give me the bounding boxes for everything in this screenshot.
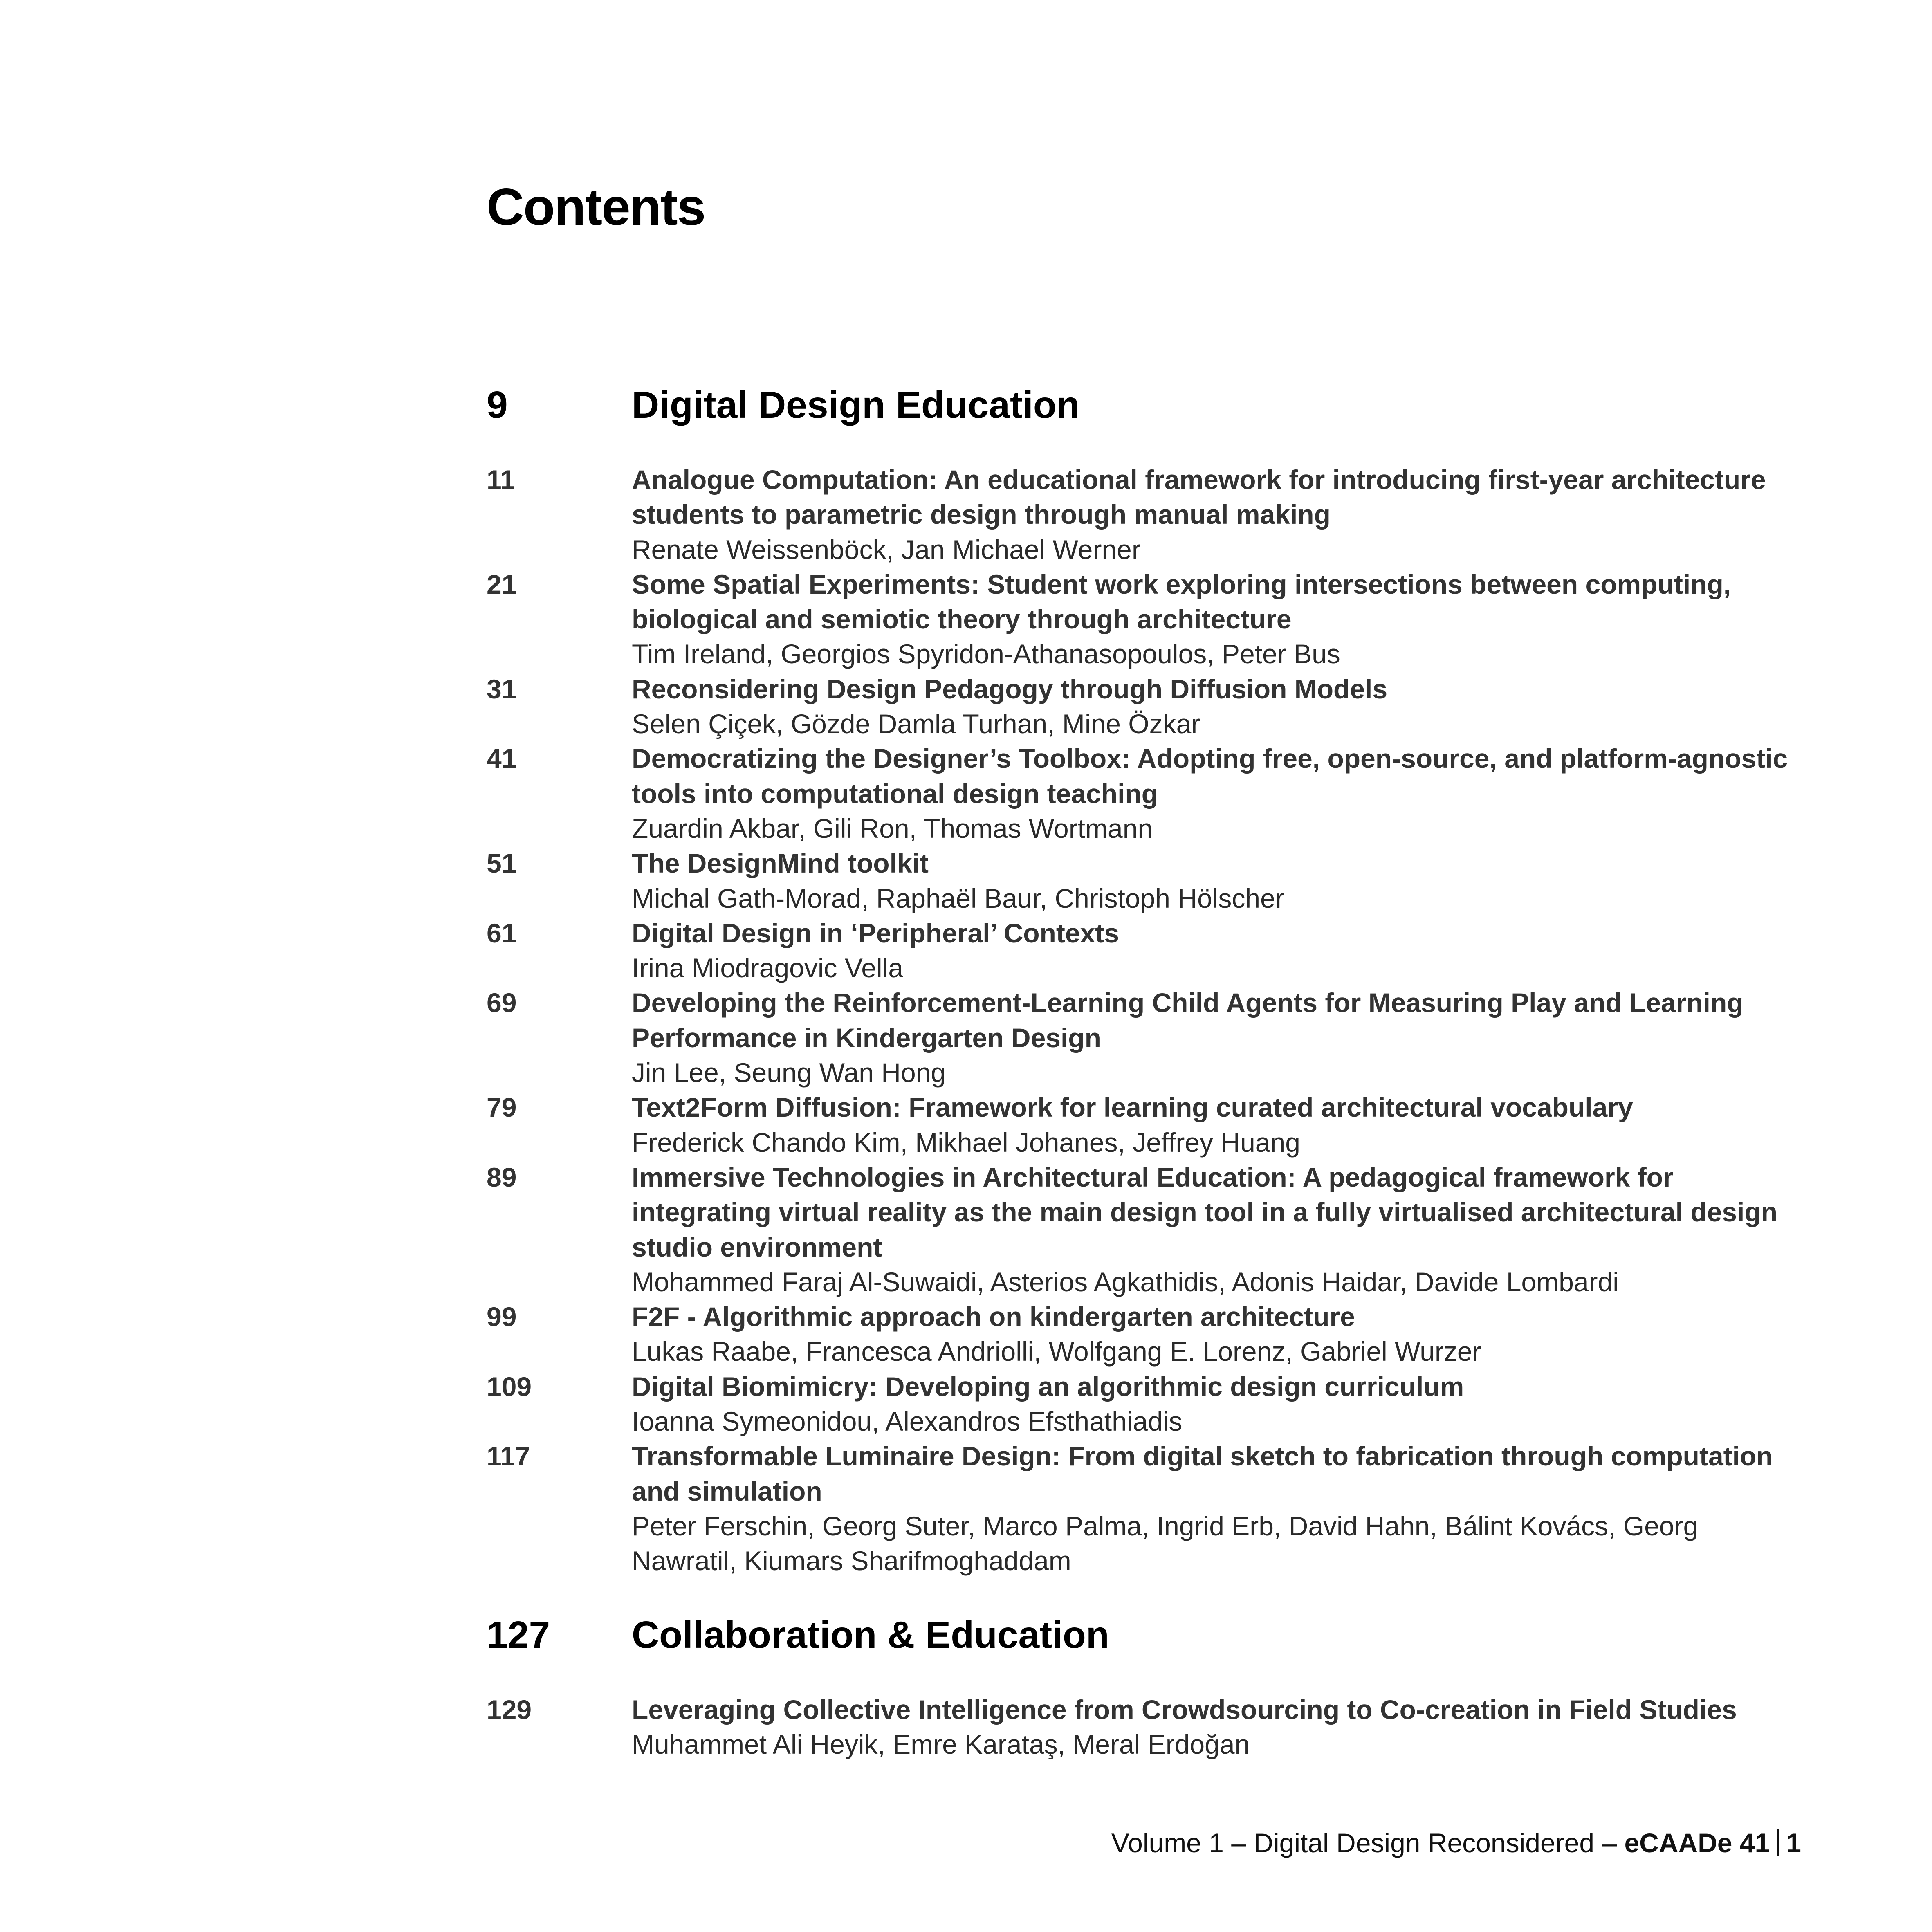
entry-authors: Jin Lee, Seung Wan Hong: [632, 1057, 946, 1088]
entry-page-number: 31: [487, 673, 517, 704]
entry-authors: Irina Miodragovic Vella: [632, 953, 903, 983]
toc-entry[interactable]: [487, 916, 1799, 986]
entry-authors: Ioanna Symeonidou, Alexandros Efsthathiadis: [632, 1406, 1183, 1437]
entry-page-number: 11: [487, 464, 515, 495]
entry-page-number: 117: [487, 1441, 530, 1472]
entry-title: Leveraging Collective Intelligence from Crowdsourcing to Co-creation in Field Studies: [632, 1694, 1737, 1725]
footer-separator: [1777, 1829, 1779, 1856]
entry-authors: Peter Ferschin, Georg Suter, Marco Palma, Ingrid Erb, David Hahn, Bálint Kovács, Georg Nawratil, Kiumars Sharifmoghaddam: [632, 1510, 1699, 1576]
section-heading[interactable]: [487, 382, 1799, 428]
entry-authors: Muhammet Ali Heyik, Emre Karataş, Meral Erdoğan: [632, 1729, 1250, 1760]
entry-authors: Mohammed Faraj Al-Suwaidi, Asterios Agkathidis, Adonis Haidar, Davide Lombardi: [632, 1266, 1619, 1297]
entry-authors: Zuardin Akbar, Gili Ron, Thomas Wortmann: [632, 813, 1153, 844]
footer-conference: eCAADe 41: [1624, 1828, 1770, 1858]
entry-title: Developing the Reinforcement-Learning Child Agents for Measuring Play and Learning Performance in Kindergarten Design: [632, 987, 1744, 1053]
entry-page-number: 99: [487, 1301, 517, 1332]
entry-page-number: 21: [487, 569, 517, 599]
toc-entry[interactable]: [487, 1439, 1799, 1578]
toc-entry[interactable]: [487, 1160, 1799, 1299]
entry-page-number: 79: [487, 1092, 517, 1123]
entry-title: Digital Design in ‘Peripheral’ Contexts: [632, 918, 1119, 948]
entry-title: The DesignMind toolkit: [632, 848, 929, 879]
section-heading[interactable]: [487, 1612, 1799, 1658]
entry-title: Immersive Technologies in Architectural Education: A pedagogical framework for integrating virtual reality as the main design tool in a fully virtualised architectural design studio environment: [632, 1162, 1778, 1262]
entry-authors: Frederick Chando Kim, Mikhael Johanes, Jeffrey Huang: [632, 1127, 1300, 1158]
entry-page-number: 51: [487, 848, 517, 879]
section-entries: [487, 462, 1799, 1579]
section-page-number: 127: [487, 1613, 550, 1656]
section-entries: [487, 1692, 1799, 1762]
section-page-number: 9: [487, 384, 508, 426]
entry-authors: Renate Weissenböck, Jan Michael Werner: [632, 534, 1141, 565]
entry-page-number: 89: [487, 1162, 517, 1192]
toc-entry[interactable]: [487, 1369, 1799, 1439]
entry-page-number: 41: [487, 743, 517, 774]
entry-page-number: 109: [487, 1371, 532, 1402]
toc-entry[interactable]: [487, 1299, 1799, 1369]
entry-authors: Selen Çiçek, Gözde Damla Turhan, Mine Özkar: [632, 709, 1200, 739]
page-footer: [1111, 1827, 1801, 1859]
toc-entry[interactable]: [487, 985, 1799, 1090]
entry-authors: Michal Gath-Morad, Raphaël Baur, Christoph Hölscher: [632, 883, 1284, 913]
entry-title: Analogue Computation: An educational framework for introducing first-year architecture students to parametric design through manual making: [632, 464, 1766, 530]
entry-title: F2F - Algorithmic approach on kindergarten architecture: [632, 1301, 1355, 1332]
toc-entry[interactable]: [487, 1090, 1799, 1160]
section-title: Collaboration & Education: [632, 1613, 1109, 1656]
toc-entry[interactable]: [487, 846, 1799, 916]
entry-authors: Lukas Raabe, Francesca Andriolli, Wolfgang E. Lorenz, Gabriel Wurzer: [632, 1336, 1481, 1367]
page-number: 1: [1786, 1828, 1801, 1858]
entry-title: Digital Biomimicry: Developing an algorithmic design curriculum: [632, 1371, 1464, 1402]
entry-page-number: 129: [487, 1694, 532, 1725]
entry-title: Some Spatial Experiments: Student work exploring intersections between computing, biological and semiotic theory through architecture: [632, 569, 1731, 635]
page-title: Contents: [487, 178, 705, 236]
entry-title: Democratizing the Designer’s Toolbox: Adopting free, open-source, and platform-agnostic tools into computational design teaching: [632, 743, 1788, 809]
entry-title: Reconsidering Design Pedagogy through Diffusion Models: [632, 673, 1388, 704]
entry-page-number: 69: [487, 987, 517, 1018]
entry-title: Transformable Luminaire Design: From digital sketch to fabrication through computation and simulation: [632, 1441, 1773, 1506]
entry-page-number: 61: [487, 918, 517, 948]
entry-authors: Tim Ireland, Georgios Spyridon-Athanasopoulos, Peter Bus: [632, 639, 1340, 669]
toc-entry[interactable]: [487, 672, 1799, 742]
footer-volume-text: Volume 1 – Digital Design Reconsidered –: [1111, 1828, 1625, 1858]
toc-entry[interactable]: [487, 741, 1799, 846]
entry-title: Text2Form Diffusion: Framework for learning curated architectural vocabulary: [632, 1092, 1633, 1123]
toc-entry[interactable]: [487, 567, 1799, 672]
toc-entry[interactable]: [487, 1692, 1799, 1762]
toc-entry[interactable]: [487, 462, 1799, 567]
section-title: Digital Design Education: [632, 384, 1080, 426]
